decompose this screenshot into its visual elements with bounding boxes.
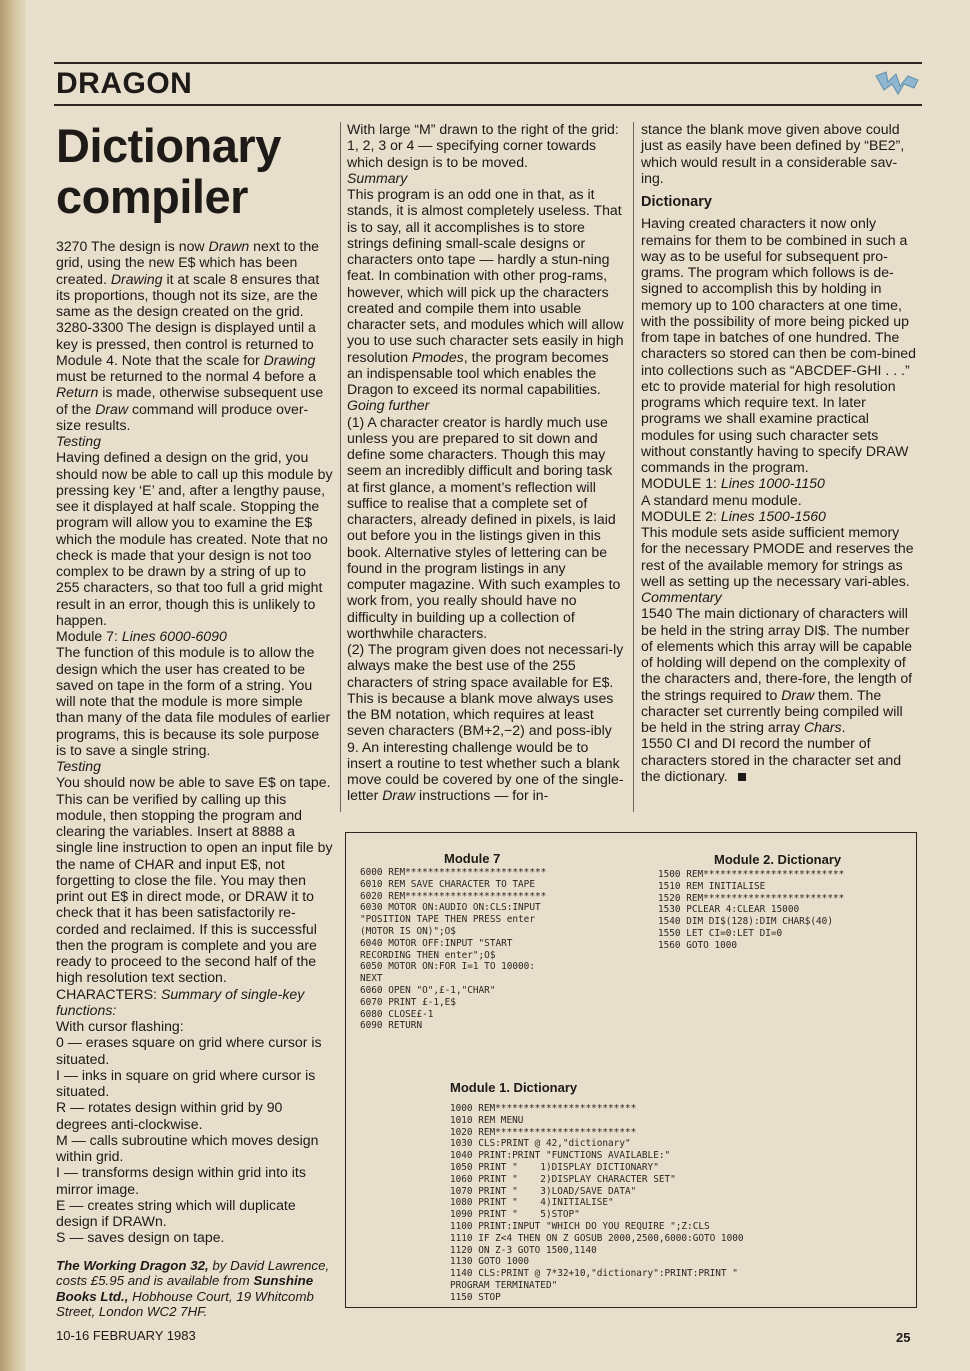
page-spine xyxy=(0,0,26,1371)
paragraph: With cursor flashing: xyxy=(56,1018,184,1034)
subheading-commentary: Commentary xyxy=(641,589,722,605)
subheading-testing: Testing xyxy=(56,433,101,449)
paragraph: This module sets aside sufficient memory for the necessary PMODE and reserves the rest of the available memory for strings as well as setting up the necessary vari-ables. xyxy=(641,524,914,589)
issue-date: 10-16 FEBRUARY 1983 xyxy=(56,1328,196,1343)
module-1-listing: 1000 REM************************* 1010 REM MENU 1020 REM************************* 1030 CLS:PRINT @ 42,"dictionary" 1040 PRINT:PRINT "FUNCTIONS AVAILABLE:" 1050 PRINT " 1)DISPLAY DICTIONARY" 1060 PRINT " 2)DISPLAY CHARACTER SET" 1070 PRINT " 3)LOAD/SAVE DATA" 1080 PRINT " 4)INITIALISE" 1090 PRINT " 5)STOP" 1100 PRINT:INPUT "WHICH DO YOU REQUIRE ";Z:CLS 1110 IF Z<4 THEN ON Z GOSUB 2000,2500,6000:GOTO 1000 1120 ON Z-3 GOTO 1500,1140 1130 GOTO 1000 1140 CLS:PRINT @ 7*32+10,"dictionary":PRINT:PRINT " PROGRAM TERMINATED" 1150 STOP xyxy=(450,1103,744,1303)
module-2-title: Module 2. Dictionary xyxy=(714,852,842,867)
paragraph: You should now be able to save E$ on tape. This can be verified by calling up this module, then stopping the program and clearing the variables. Insert at 8888 a single line instruction to open an input file by the name of CHAR and input E$, not forgetting to close the file. You may then print out E$ in direct mode, or DRAW it to check that it has been satisfactorily re-corded and reclaimed. If this is successful then the program is complete and you are ready to proceed to the second half of the high resolution text section. xyxy=(56,774,333,986)
paragraph: (1) A character creator is hardly much use unless you are prepared to sit down and define some characters. Though this may seem an incredibly difficult and boring task at first glance, a moment’s reflection will suffice to realise that a complete set of characters, already defined in pixels, is laid out before you in the listings given in this book. Alternative styles of lettering can be found in the program listings in any computer magazine. With such examples to work from, you really should have no difficulty in building up a collection of worthwhile characters. xyxy=(347,413,621,641)
key-function: 0 — erases square on grid where cursor is situated. xyxy=(56,1034,322,1067)
book-credit: The Working Dragon 32, by David Lawrence, costs £5.95 and is available from Sunshine Books Ltd., Hobhouse Court, 19 Whitcomb Street, London WC2 7HF. xyxy=(56,1257,330,1319)
subheading-summary: Summary xyxy=(347,169,408,186)
paragraph: A standard menu module. xyxy=(641,491,802,508)
page-number: 25 xyxy=(896,1330,911,1345)
paragraph: 1540 The main dictionary of characters will be held in the string array DI$. The number of elements which this array will be capable of holding will depend on the complexity of the characters and, there-fore, the length of the strings required to Draw them. The character set currently being compiled will be held in the string array Chars. xyxy=(641,605,913,735)
column-1 xyxy=(56,120,333,1320)
column-divider xyxy=(340,122,341,812)
program-listings-box xyxy=(345,832,917,1308)
paragraph: 1550 CI and DI record the number of characters stored in the character set and the dictionary. xyxy=(641,735,902,784)
section-header xyxy=(54,62,922,106)
paragraph: 3270 The design is now Drawn next to the grid, using the new E$ which has been created. Drawing it at scale 8 ensures that its proportions, though not its size, are the same as the design created on the grid. xyxy=(56,238,320,319)
magazine-logo-icon xyxy=(874,68,922,98)
key-function: I — inks in square on grid where cursor is situated. xyxy=(56,1066,316,1099)
module-7-listing: 6000 REM************************* 6010 REM SAVE CHARACTER TO TAPE 6020 REM************************* 6030 MOTOR ON:AUDIO ON:CLS:INPUT "POSITION TAPE THEN PRESS enter (MOTOR IS ON)";O$ 6040 MOTOR OFF:INPUT "START RECORDING THEN enter";O$ 6050 MOTOR ON:FOR I=1 TO 10000: NEXT 6060 OPEN "O",£-1,"CHAR" 6070 PRINT £-1,E$ 6080 CLOSE£-1 6090 RETURN xyxy=(360,867,547,1032)
paragraph: Having created characters it now only remains for them to be combined in such a way as to be useful for subsequent pro-grams. The program which follows is de-signed to accomplish this by holding in memory up to 100 characters at one time, with the possibility of more being picked up from tape in batches of one hundred. The characters so stored can then be com-bined into collections such as “ABCDEF-GHI . . .” etc to provide material for high resolution programs which require text. In later programs we shall examine practical modules for using such character sets without constantly having to specify DRAW commands in the program. xyxy=(641,215,916,475)
characters-heading: CHARACTERS: Summary of single-key functions: xyxy=(56,985,305,1018)
module-heading: MODULE 1: Lines 1000-1150 xyxy=(641,475,825,492)
module-heading: MODULE 2: Lines 1500-1560 xyxy=(641,507,826,524)
paragraph: Having defined a design on the grid, you should now be able to call up this module by pressing key ‘E’ and, after a lengthy pause, see it displayed at half scale. Stopping the program will allow you to examine the E$ which the module has created. Note that no check is made that your design is not too complex to be drawn by a string of up to 255 characters, so that too full a grid might result in an error, though this is unlikely to happen. xyxy=(56,449,333,628)
column-2 xyxy=(347,121,624,804)
module-1-title: Module 1. Dictionary xyxy=(450,1080,578,1095)
subheading-testing: Testing xyxy=(56,758,101,774)
key-function: E — creates string which will duplicate design if DRAWn. xyxy=(56,1196,296,1229)
section-title: DRAGON xyxy=(56,67,193,100)
heading-dictionary: Dictionary xyxy=(641,194,712,210)
module-7-title: Module 7 xyxy=(444,851,501,866)
module-heading: Module 7: Lines 6000-6090 xyxy=(56,628,227,644)
paragraph: (2) The program given does not necessari-ly always make the best use of the 255 characters of string space available for E$. This is because a blank move always uses the BM notation, which requires at least seven characters (BM+2,−2) and poss-ibly 9. An interesting challenge would be to insert a routine to test whether such a blank move could be covered by one of the single-letter Draw instructions — for in- xyxy=(347,641,624,804)
key-function: R — rotates design within grid by 90 degrees anti-clockwise. xyxy=(56,1099,283,1132)
key-function: M — calls subroutine which moves design within grid. xyxy=(56,1131,319,1164)
article-title: Dictionary compiler xyxy=(56,119,281,223)
column-3 xyxy=(641,121,917,784)
key-function: I — transforms design within grid into its mirror image. xyxy=(56,1164,306,1197)
paragraph: This program is an odd one in that, as it stands, it is almost completely useless. That is to say, all it accomplishes is to store strings defining small-scale designs or characters onto tape — hardly a stun-ning feat. In combination with other prog-rams, however, which will pick up the characters created and compile them into usable character sets, and modules which will allow you to use such character sets easily in high resolution Pmodes, the program becomes an indispensable tool which enables the Dragon to exceed its normal capabilities. xyxy=(347,186,624,397)
paragraph: stance the blank move given above could just as easily have been defined by “BE2”, which would result in a considerable sav-ing. xyxy=(641,121,905,186)
paragraph: The function of this module is to allow the design which the user has created to be saved on tape in the form of a string. You will note that the module is more simple than many of the data file modules of earlier programs, this is because its sole purpose is to save a single string. xyxy=(56,644,331,758)
subheading-going-further: Going further xyxy=(347,397,430,414)
key-function: S — saves design on tape. xyxy=(56,1229,225,1246)
column-divider xyxy=(633,122,634,812)
paragraph: 3280-3300 The design is displayed until a key is pressed, then control is returned to Module 4. Note that the scale for Drawing must be returned to the normal 4 before a Return is made, otherwise subsequent use of the Draw command will produce over-size results. xyxy=(56,319,324,433)
paragraph: With large “M” drawn to the right of the grid: 1, 2, 3 or 4 — specifying corner towards which design is to be moved. xyxy=(347,121,619,170)
module-2-listing: 1500 REM************************* 1510 REM INITIALISE 1520 REM************************* 1530 PCLEAR 4:CLEAR 15000 1540 DIM DI$(128):DIM CHAR$(40) 1550 LET CI=0:LET DI=0 1560 GOTO 1000 xyxy=(658,869,845,951)
end-of-article-mark xyxy=(738,773,746,781)
